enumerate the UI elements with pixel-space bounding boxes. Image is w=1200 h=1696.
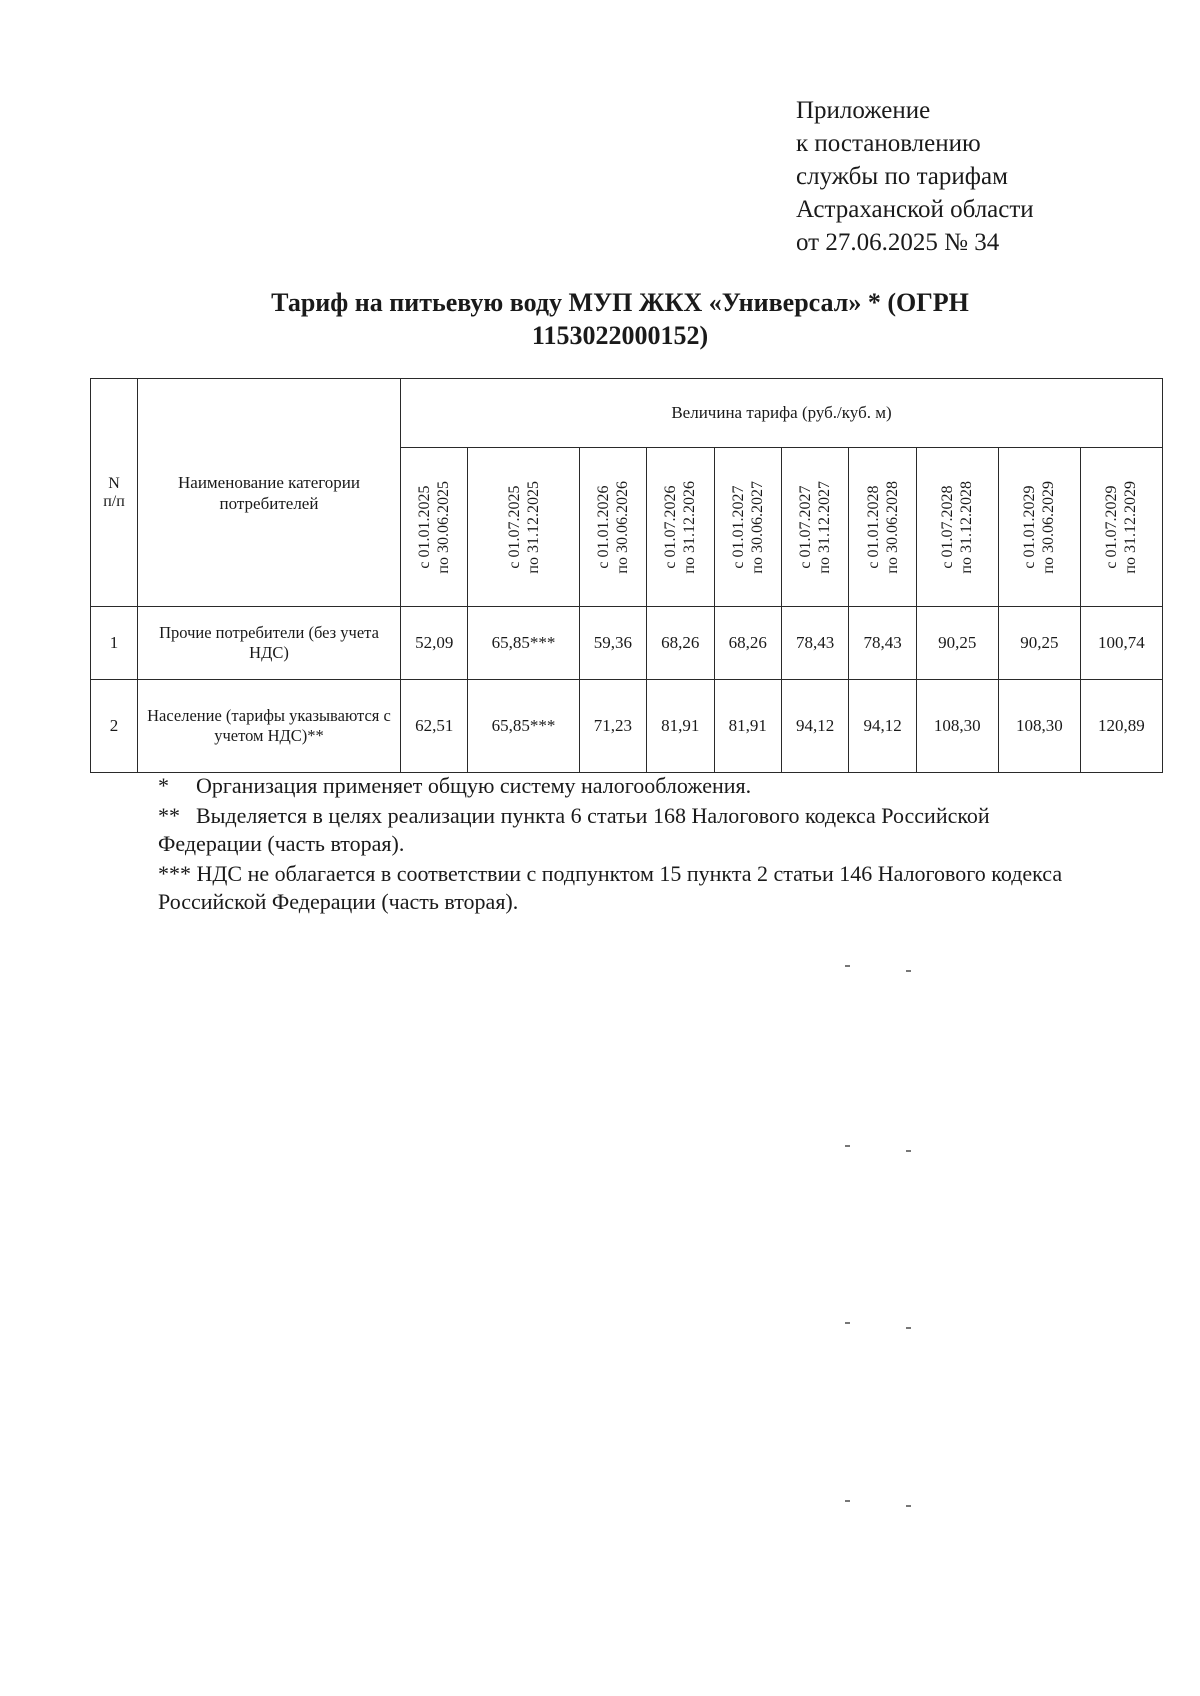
header-period: с 01.07.2025 по 31.12.2025: [468, 448, 579, 607]
tariff-value: 78,43: [849, 607, 916, 680]
scan-speck: [845, 1145, 850, 1147]
tariff-value: 81,91: [714, 680, 781, 773]
document-title: [200, 286, 1040, 352]
tariff-value: 94,12: [849, 680, 916, 773]
tariff-value: 100,74: [1080, 607, 1162, 680]
footnote-text: НДС не облагается в соответствии с подпунктом 15 пункта 2 статьи 146 Налогового кодекса Российской Федерации (часть вторая).: [158, 861, 1063, 914]
header-period: с 01.01.2029 по 30.06.2029: [998, 448, 1080, 607]
tariff-value: 90,25: [998, 607, 1080, 680]
scan-speck: [906, 970, 911, 972]
tariff-value: 90,25: [916, 607, 998, 680]
header-period: с 01.01.2028 по 30.06.2028: [849, 448, 916, 607]
tariff-value: 68,26: [647, 607, 714, 680]
footnote-mark: *: [158, 773, 169, 798]
tariff-table: [90, 378, 1163, 773]
header-period: с 01.07.2028 по 31.12.2028: [916, 448, 998, 607]
scan-speck: [906, 1150, 911, 1152]
header-tariff: Величина тарифа (руб./куб. м): [401, 379, 1163, 448]
appendix-line: Приложение: [796, 97, 931, 124]
tariff-value: 59,36: [579, 607, 646, 680]
row-num: 1: [91, 607, 138, 680]
header-period: с 01.07.2027 по 31.12.2027: [781, 448, 848, 607]
header-num: N п/п: [91, 379, 138, 607]
scan-speck: [906, 1327, 911, 1329]
scan-speck: [845, 1500, 850, 1502]
appendix-line: к постановлению: [796, 130, 981, 157]
scan-speck: [906, 1505, 911, 1507]
row-num: 2: [91, 680, 138, 773]
tariff-value: 65,85***: [468, 607, 579, 680]
appendix-line: службы по тарифам: [796, 163, 1008, 190]
row-category: Население (тарифы указываются с учетом НДС)**: [138, 680, 401, 773]
appendix-block: [796, 94, 1034, 259]
tariff-value: 120,89: [1080, 680, 1162, 773]
tariff-value: 108,30: [916, 680, 998, 773]
appendix-line: Астраханской области: [796, 196, 1034, 223]
table-row: [91, 607, 1163, 680]
tariff-value: 94,12: [781, 680, 848, 773]
header-period: с 01.07.2029 по 31.12.2029: [1080, 448, 1162, 607]
tariff-value: 81,91: [647, 680, 714, 773]
row-category: Прочие потребители (без учета НДС): [138, 607, 401, 680]
footnote: [158, 802, 1098, 858]
tariff-value: 108,30: [998, 680, 1080, 773]
tariff-value: 71,23: [579, 680, 646, 773]
footnote: [158, 860, 1098, 916]
tariff-value: 78,43: [781, 607, 848, 680]
scan-speck: [845, 965, 850, 967]
header-category: Наименование категории потребителей: [138, 379, 401, 607]
table-row: [91, 680, 1163, 773]
footnote-mark: ***: [158, 861, 191, 886]
scan-speck: [845, 1322, 850, 1324]
tariff-value: 52,09: [401, 607, 468, 680]
tariff-value: 65,85***: [468, 680, 579, 773]
header-period: с 01.01.2025 по 30.06.2025: [401, 448, 468, 607]
appendix-line: от 27.06.2025 № 34: [796, 229, 1000, 256]
footnote-text: Выделяется в целях реализации пункта 6 статьи 168 Налогового кодекса Российской Федерации (часть вторая).: [158, 803, 990, 856]
footnote: [158, 772, 1098, 800]
footnotes: [158, 772, 1098, 918]
tariff-value: 62,51: [401, 680, 468, 773]
footnote-mark: **: [158, 803, 180, 828]
tariff-value: 68,26: [714, 607, 781, 680]
footnote-text: Организация применяет общую систему налогообложения.: [196, 773, 752, 798]
title-line: 1153022000152): [531, 321, 709, 350]
header-period: с 01.01.2027 по 30.06.2027: [714, 448, 781, 607]
title-line: Тариф на питьевую воду МУП ЖКХ «Универсал» * (ОГРН: [271, 288, 969, 317]
header-period: с 01.07.2026 по 31.12.2026: [647, 448, 714, 607]
header-period: с 01.01.2026 по 30.06.2026: [579, 448, 646, 607]
